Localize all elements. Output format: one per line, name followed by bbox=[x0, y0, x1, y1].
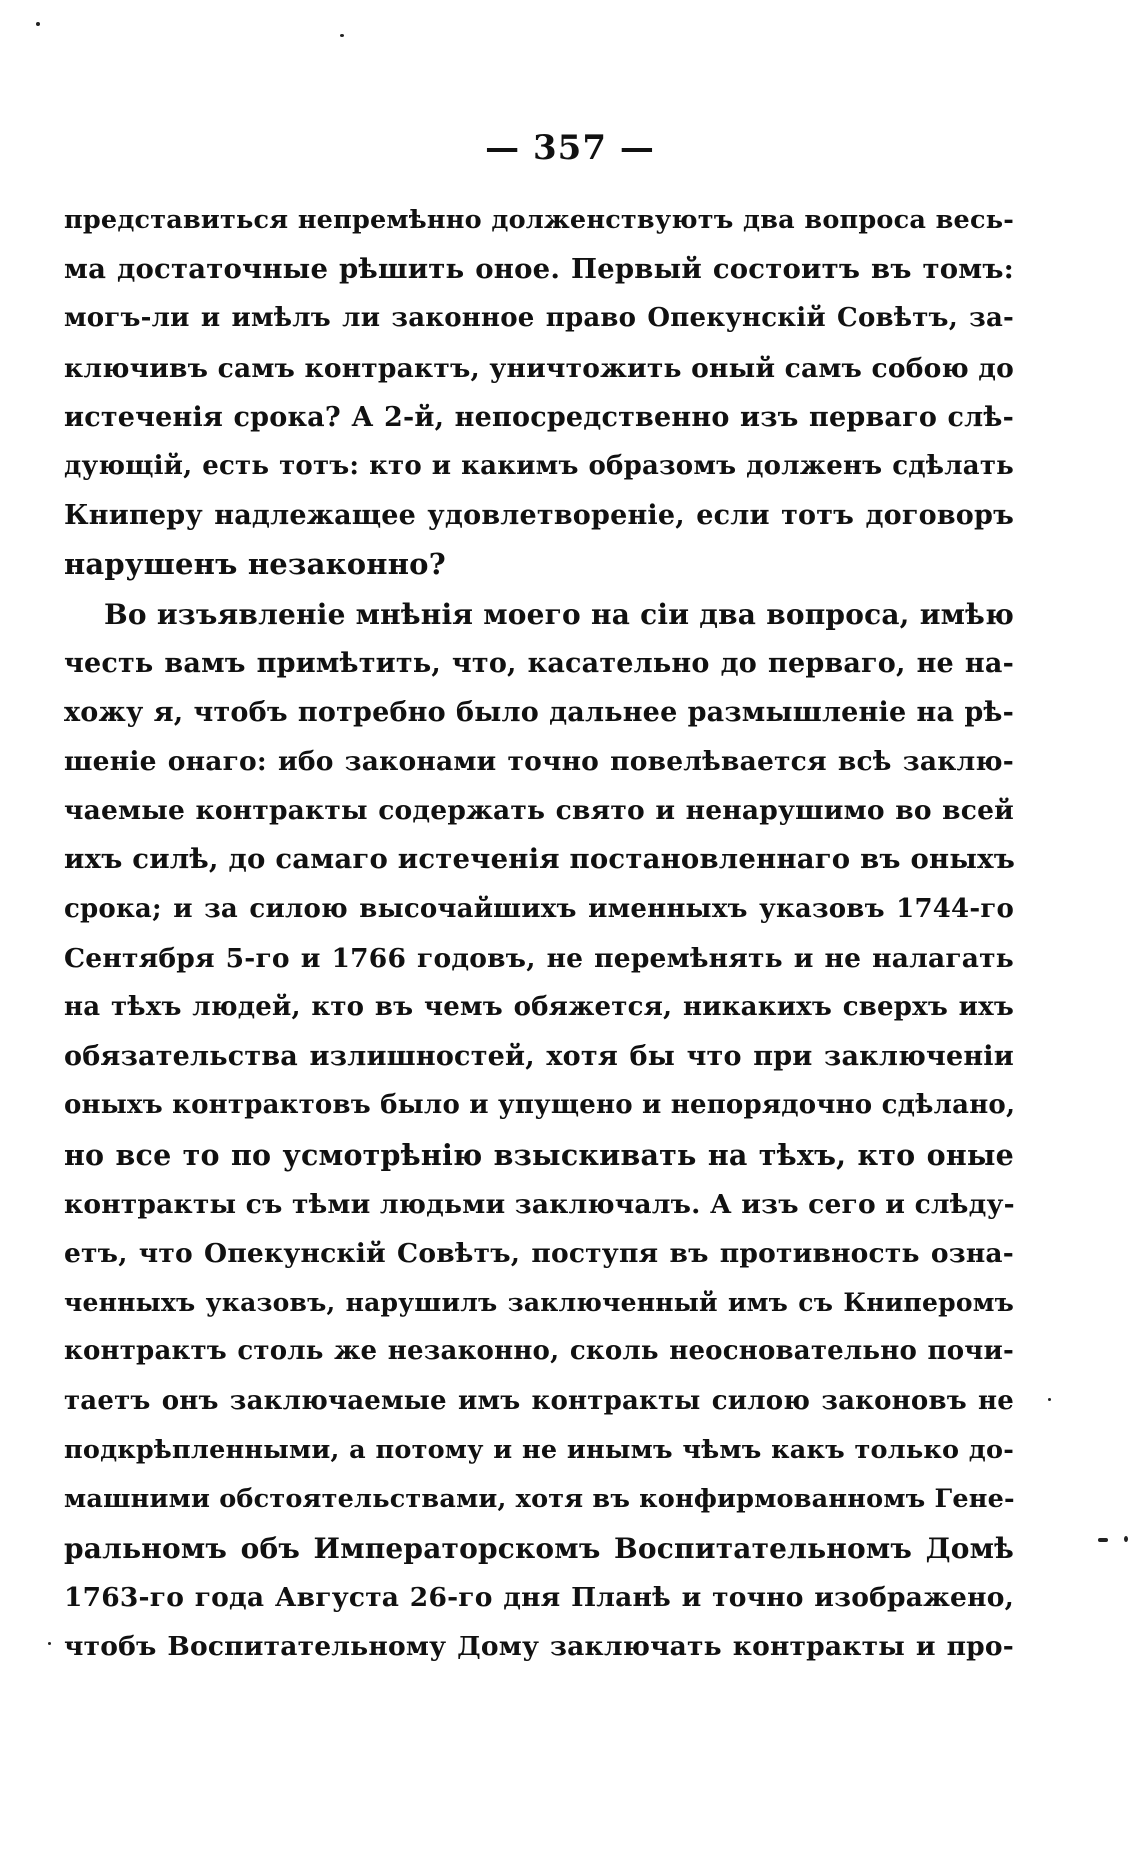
page-number: — 357 — bbox=[485, 128, 655, 168]
text-line: чаемые контракты содержать свято и ненарушимо во всей bbox=[64, 795, 1014, 827]
scan-speck bbox=[340, 34, 344, 37]
text-line: ченныхъ указовъ, нарушилъ заключенный имъ съ Книперомъ bbox=[64, 1288, 1014, 1318]
text-line: хожу я, чтобъ потребно было дальнее размышленіе на рѣ- bbox=[64, 696, 1014, 728]
text-line: 1763-го года Августа 26-го дня Планѣ и точно изображено, bbox=[64, 1582, 1014, 1614]
text-line: но все то по усмотрѣнію взыскивать на тѣхъ, кто оные bbox=[64, 1137, 1014, 1172]
text-line: контрактъ столь же незаконно, сколь неосновательно почи- bbox=[64, 1336, 1014, 1367]
text-line: на тѣхъ людей, кто въ чемъ обяжется, никакихъ сверхъ ихъ bbox=[64, 992, 1014, 1022]
text-line: обязательства излишностей, хотя бы что при заключеніи bbox=[64, 1041, 1014, 1073]
text-line: машними обстоятельствами, хотя въ конфирмованномъ Гене- bbox=[64, 1483, 1015, 1514]
text-line: нарушенъ незаконно? bbox=[64, 547, 446, 582]
text-line: Сентября 5-го и 1766 годовъ, не перемѣнять и не налагать bbox=[64, 942, 1014, 974]
text-line: истеченія срока? А 2-й, непосредственно изъ перваго слѣ- bbox=[64, 401, 1014, 433]
text-line: оныхъ контрактовъ было и упущено и непорядочно сдѣлано, bbox=[64, 1090, 1016, 1121]
text-line: представиться непремѣнно долженствуютъ два вопроса весь- bbox=[64, 205, 1014, 235]
body-text bbox=[64, 196, 1014, 1672]
text-line: честь вамъ примѣтить, что, касательно до перваго, не на- bbox=[64, 647, 1014, 679]
text-line: ральномъ объ Императорскомъ Воспитательномъ Домѣ bbox=[64, 1532, 1014, 1566]
text-line: дующій, есть тотъ: кто и какимъ образомъ долженъ сдѣлать bbox=[64, 450, 1014, 481]
text-line: етъ, что Опекунскій Совѣтъ, поступя въ противность озна- bbox=[64, 1237, 1014, 1269]
scan-speck bbox=[1098, 1538, 1108, 1542]
scan-speck bbox=[1124, 1536, 1128, 1542]
text-line: шеніе онаго: ибо законами точно повелѣвается всѣ заклю- bbox=[64, 746, 1014, 778]
scan-speck bbox=[48, 1642, 51, 1645]
text-line: чтобъ Воспитательному Дому заключать контракты и про- bbox=[64, 1631, 1014, 1663]
text-line: таетъ онъ заключаемые имъ контракты силою законовъ не bbox=[64, 1385, 1014, 1416]
text-line: подкрѣпленными, а потому и не инымъ чѣмъ какъ только до- bbox=[64, 1434, 1014, 1465]
text-line: контракты съ тѣми людьми заключалъ. А изъ сего и слѣду- bbox=[64, 1188, 1015, 1220]
text-line: ключивъ самъ контрактъ, уничтожить оный самъ собою до bbox=[64, 352, 1015, 384]
text-line: срока; и за силою высочайшихъ именныхъ указовъ 1744-го bbox=[64, 893, 1014, 924]
text-line: Во изъявленіе мнѣнія моего на сіи два вопроса, имѣю bbox=[104, 597, 1014, 631]
text-line: могъ-ли и имѣлъ ли законное право Опекунскій Совѣтъ, за- bbox=[64, 303, 1014, 334]
scan-speck bbox=[1048, 1398, 1051, 1401]
scan-speck bbox=[36, 22, 40, 26]
text-line: Книперу надлежащее удовлетвореніе, если тотъ договоръ bbox=[64, 500, 1014, 532]
text-line: ихъ силѣ, до самаго истеченія постановленнаго въ оныхъ bbox=[64, 843, 1016, 876]
text-line: ма достаточные рѣшить оное. Первый состоитъ въ томъ: bbox=[64, 253, 1014, 286]
paragraph-1 bbox=[64, 196, 1014, 590]
paragraph-2 bbox=[64, 590, 1014, 1672]
